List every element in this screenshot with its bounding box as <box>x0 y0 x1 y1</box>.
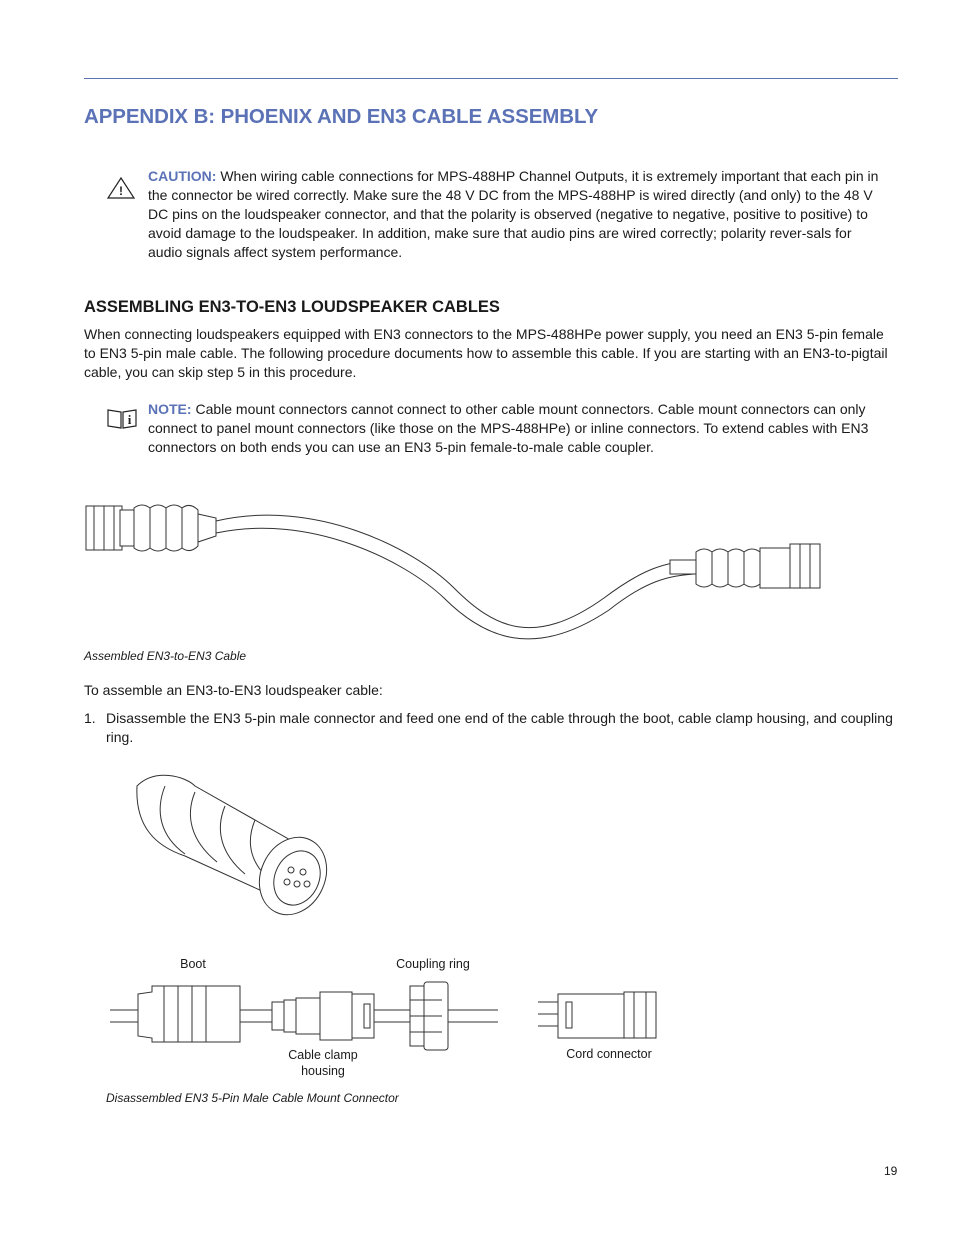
label-boot: Boot <box>180 957 206 971</box>
note-callout <box>106 400 882 457</box>
caution-text: When wiring cable connections for MPS-488HP Channel Outputs, it is extremely important that each pin in the connector be wired correctly. Make sure the 48 V DC from the MPS-488HP is wired directly (and only) to the 48 V DC pins on the loudspeaker connector, and that the polarity is observed (negative to negative, positive to positive) to avoid damage to the loudspeaker. In addition, make sure that audio pins are wired correctly; polarity rever-sals for audio signals affect system performance. <box>148 168 879 260</box>
label-coupling-ring: Coupling ring <box>396 957 470 971</box>
step-text: Disassemble the EN3 5-pin male connector and feed one end of the cable through the boot, cable clamp housing, and coupling ring. <box>106 710 893 745</box>
note-text: Cable mount connectors cannot connect to other cable mount connectors. Cable mount connectors can only connect to panel mount connectors (like those on the MPS-488HPe) or inline connectors. To extend cables with EN3 connectors on both ends you can use an EN3 5-pin female-to-male cable coupler. <box>148 401 869 455</box>
svg-text:i: i <box>127 412 132 427</box>
figure1-caption: Assembled EN3-to-EN3 Cable <box>84 649 247 663</box>
page-title: APPENDIX B: PHOENIX AND EN3 CABLE ASSEMBLY <box>84 105 599 128</box>
section-heading: ASSEMBLING EN3-TO-EN3 LOUDSPEAKER CABLES <box>84 298 500 316</box>
note-label: NOTE: <box>148 401 192 417</box>
exploded-parts-illustration <box>108 980 668 1052</box>
steps-lead: To assemble an EN3-to-EN3 loudspeaker cable: <box>84 682 383 698</box>
caution-label: CAUTION: <box>148 168 217 184</box>
step-number: 1. <box>84 710 96 726</box>
figure2-caption: Disassembled EN3 5-Pin Male Cable Mount Connector <box>106 1091 399 1105</box>
male-connector-illustration <box>125 766 335 916</box>
caution-callout <box>106 167 882 262</box>
steps-list <box>84 709 894 747</box>
page-number: 19 <box>884 1164 898 1178</box>
svg-text:!: ! <box>119 184 123 198</box>
label-cable-clamp-line2: housing <box>301 1064 345 1078</box>
list-item <box>84 709 894 747</box>
header-rule <box>84 78 898 79</box>
label-cord-connector: Cord connector <box>566 1047 652 1061</box>
section-intro: When connecting loudspeakers equipped with EN3 connectors to the MPS-488HPe power supply, you need an EN3 5-pin female to EN3 5-pin male cable. The following procedure documents how to assemble this cable. If you are starting with an EN3-to-pigtail cable, you can skip step 5 in this procedure. <box>84 326 888 380</box>
label-cable-clamp-line1: Cable clamp <box>288 1048 358 1062</box>
label-cable-clamp-housing <box>275 1047 371 1079</box>
assembled-cable-illustration <box>84 488 844 648</box>
